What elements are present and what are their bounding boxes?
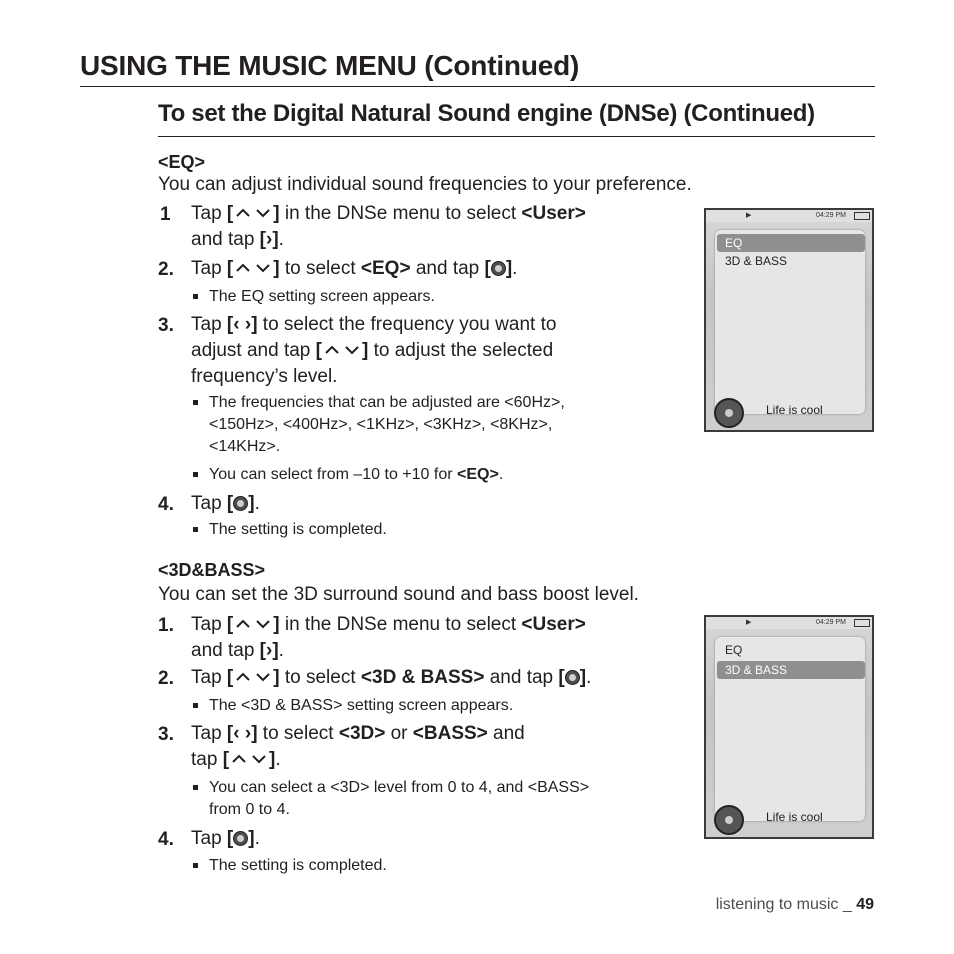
up-down-key: [ ] (226, 203, 280, 224)
right-arrow-icon: › (266, 229, 273, 250)
up-down-arrows-icon (233, 670, 273, 684)
bass-step1-number: 1. (158, 615, 174, 636)
select-button-icon (491, 261, 506, 276)
right-key: [›] (259, 229, 279, 250)
song-title: Life is cool (766, 810, 823, 824)
battery-icon (854, 619, 870, 627)
up-down-arrows-icon (233, 206, 273, 220)
eq-step3-bullet2: You can select from –10 to +10 for <EQ>. (193, 464, 503, 486)
page-title: USING THE MUSIC MENU (Continued) (80, 50, 580, 81)
up-down-arrows-icon (233, 617, 273, 631)
status-bar: ▶ 04:29 PM (706, 210, 872, 222)
select-button-icon (233, 831, 248, 846)
section-title: To set the Digital Natural Sound engine (DNSe) (Continued) (158, 100, 815, 127)
page-footer: listening to music _ 49 (715, 896, 874, 913)
bass-step4-number: 4. (158, 829, 174, 850)
eq-step4: Tap [ ]. (191, 493, 260, 514)
status-bar: ▶ 04:29 PM (706, 617, 872, 629)
menu-item-eq[interactable]: EQ (725, 643, 743, 657)
eq-step2-number: 2. (158, 259, 174, 280)
bass-step4-bullet: The setting is completed. (193, 855, 387, 877)
bass-step3: Tap [‹ ›] to select <3D> or <BASS> and tap [ ]. (191, 723, 525, 770)
page-number: 49 (856, 896, 874, 913)
bass-step2: Tap [ ] to select <3D & BASS> and tap [ ]. (191, 667, 592, 688)
left-right-arrows-icon: ‹ › (233, 723, 252, 744)
eq-device-screen (704, 208, 874, 432)
eq-step1-number: 1 (160, 204, 171, 225)
dnse-menu (715, 637, 865, 821)
bass-step3-number: 3. (158, 724, 174, 745)
eq-step1: Tap [ ] in the DNSe menu to select <User> and tap [›]. (191, 203, 586, 250)
up-down-arrows-icon (233, 261, 273, 275)
eq-step3: Tap [‹ ›] to select the frequency you want to adjust and tap [ ] to adjust the selected frequency’s level. (191, 314, 557, 387)
bass-step3-bullet: You can select a <3D> level from 0 to 4, and <BASS> from 0 to 4. (193, 777, 589, 821)
select-button-icon (233, 496, 248, 511)
eq-step2: Tap [ ] to select <EQ> and tap [ ]. (191, 258, 518, 279)
eq-step4-number: 4. (158, 494, 174, 515)
eq-step4-bullet: The setting is completed. (193, 519, 387, 541)
eq-intro: You can adjust individual sound frequencies to your preference. (158, 174, 692, 195)
left-right-arrows-icon: ‹ › (233, 314, 252, 335)
bass-device-screen (704, 615, 874, 839)
disc-icon (714, 398, 744, 428)
bass-heading: <3D&BASS> (158, 560, 266, 580)
bass-step2-bullet: The <3D & BASS> setting screen appears. (193, 695, 513, 717)
up-down-arrows-icon (322, 343, 362, 357)
menu-item-eq[interactable]: EQ (717, 234, 865, 252)
song-title: Life is cool (766, 403, 823, 417)
up-down-arrows-icon (229, 752, 269, 766)
bass-step2-number: 2. (158, 668, 174, 689)
dnse-menu (715, 230, 865, 414)
disc-icon (714, 805, 744, 835)
section-rule (158, 136, 875, 137)
battery-icon (854, 212, 870, 220)
right-arrow-icon: › (266, 640, 273, 661)
menu-item-3d-bass[interactable]: 3D & BASS (717, 661, 865, 679)
select-button-icon (565, 670, 580, 685)
clock: 04:29 PM (816, 212, 846, 219)
menu-item-3d-bass[interactable]: 3D & BASS (725, 254, 788, 268)
title-rule (80, 86, 875, 87)
bass-step1: Tap [ ] in the DNSe menu to select <User> and tap [›]. (191, 614, 586, 661)
eq-heading: <EQ> (158, 152, 206, 172)
clock: 04:29 PM (816, 619, 846, 626)
eq-step3-number: 3. (158, 315, 174, 336)
bass-step4: Tap [ ]. (191, 828, 260, 849)
eq-step2-bullet: The EQ setting screen appears. (193, 286, 435, 308)
eq-step3-bullet1: The frequencies that can be adjusted are <60Hz>, <150Hz>, <400Hz>, <1KHz>, <3KHz>, <8KHz>, <14KHz>. (193, 392, 565, 458)
bass-intro: You can set the 3D surround sound and bass boost level. (158, 584, 639, 605)
